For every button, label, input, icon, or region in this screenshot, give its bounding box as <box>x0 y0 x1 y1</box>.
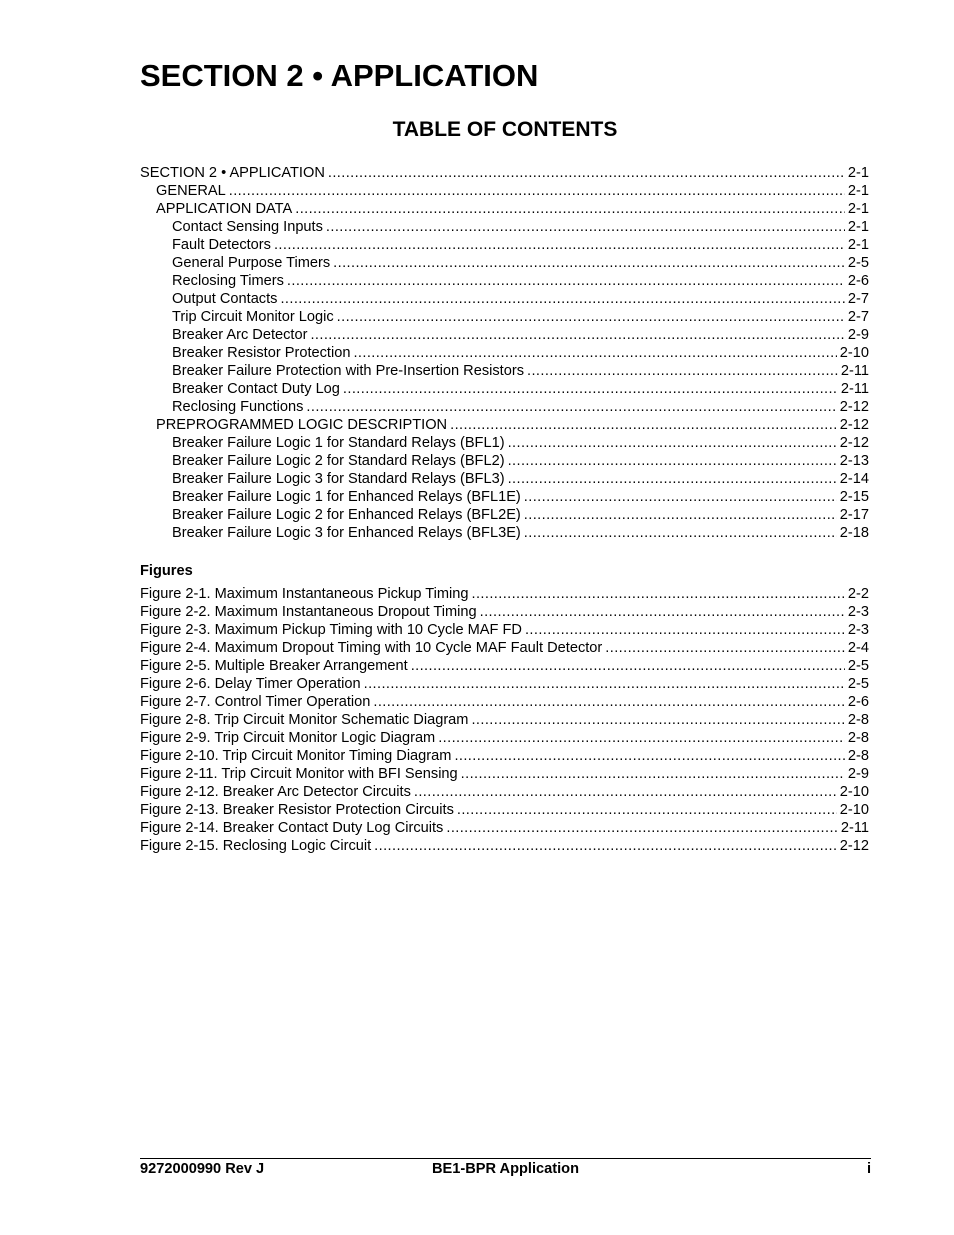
toc-entry-label: Breaker Failure Logic 3 for Standard Relays (BFL3) <box>172 471 505 487</box>
toc-entry-label: Breaker Contact Duty Log <box>172 381 340 397</box>
toc-entry-label: GENERAL <box>156 183 226 199</box>
figure-entry-label: Figure 2-8. Trip Circuit Monitor Schematic Diagram <box>140 712 469 728</box>
toc-entry[interactable] <box>140 164 869 182</box>
dot-leader <box>446 819 838 837</box>
figure-entry-label: Figure 2-11. Trip Circuit Monitor with BFI Sensing <box>140 766 458 782</box>
toc-entry-page-number: 2-1 <box>847 183 869 199</box>
toc-entry[interactable] <box>140 452 869 470</box>
figure-entry-page-number: 2-11 <box>840 820 869 836</box>
toc-entry-page-number: 2-10 <box>839 345 869 361</box>
dot-leader <box>527 362 838 380</box>
toc-entry-page-number: 2-14 <box>839 471 869 487</box>
table-of-contents <box>140 164 869 542</box>
dot-leader <box>461 765 845 783</box>
figure-entry[interactable] <box>140 819 869 837</box>
figure-entry-page-number: 2-8 <box>847 712 869 728</box>
toc-entry[interactable] <box>140 470 869 488</box>
figure-entry-label: Figure 2-13. Breaker Resistor Protection Circuits <box>140 802 454 818</box>
figure-entry[interactable] <box>140 675 869 693</box>
footer-document-number: 9272000990 Rev J <box>140 1161 265 1177</box>
toc-entry-page-number: 2-1 <box>847 237 869 253</box>
toc-entry-page-number: 2-15 <box>839 489 869 505</box>
figure-entry-label: Figure 2-3. Maximum Pickup Timing with 10 Cycle MAF FD <box>140 622 522 638</box>
figure-entry[interactable] <box>140 621 869 639</box>
dot-leader <box>438 729 845 747</box>
figure-entry-page-number: 2-10 <box>839 784 869 800</box>
dot-leader <box>508 470 837 488</box>
toc-entry-page-number: 2-12 <box>839 399 869 415</box>
dot-leader <box>450 416 837 434</box>
toc-entry-label: Trip Circuit Monitor Logic <box>172 309 334 325</box>
dot-leader <box>524 488 837 506</box>
toc-entry[interactable] <box>140 380 869 398</box>
dot-leader <box>343 380 838 398</box>
dot-leader <box>457 801 837 819</box>
figure-entry-label: Figure 2-5. Multiple Breaker Arrangement <box>140 658 408 674</box>
figure-entry[interactable] <box>140 783 869 801</box>
dot-leader <box>353 344 836 362</box>
toc-entry[interactable] <box>140 398 869 416</box>
toc-entry[interactable] <box>140 506 869 524</box>
figure-entry-page-number: 2-6 <box>847 694 869 710</box>
dot-leader <box>295 200 845 218</box>
dot-leader <box>333 254 845 272</box>
figure-entry-page-number: 2-9 <box>847 766 869 782</box>
toc-entry-page-number: 2-11 <box>840 363 869 379</box>
figure-entry-label: Figure 2-1. Maximum Instantaneous Pickup Timing <box>140 586 469 602</box>
toc-entry-page-number: 2-13 <box>839 453 869 469</box>
toc-entry-label: Reclosing Functions <box>172 399 304 415</box>
dot-leader <box>306 398 836 416</box>
toc-entry-label: Breaker Failure Logic 1 for Standard Relays (BFL1) <box>172 435 505 451</box>
dot-leader <box>605 639 845 657</box>
toc-entry[interactable] <box>140 434 869 452</box>
dot-leader <box>508 452 837 470</box>
toc-entry-page-number: 2-6 <box>847 273 869 289</box>
toc-entry-page-number: 2-17 <box>839 507 869 523</box>
toc-entry[interactable] <box>140 416 869 434</box>
figure-entry-page-number: 2-4 <box>847 640 869 656</box>
toc-title: TABLE OF CONTENTS <box>392 118 618 141</box>
toc-entry[interactable] <box>140 344 869 362</box>
dot-leader <box>472 585 845 603</box>
dot-leader <box>480 603 845 621</box>
figure-entry-page-number: 2-8 <box>847 730 869 746</box>
toc-entry-page-number: 2-7 <box>847 291 869 307</box>
dot-leader <box>280 290 844 308</box>
toc-entry-label: SECTION 2 • APPLICATION <box>140 165 325 181</box>
toc-entry-page-number: 2-12 <box>839 417 869 433</box>
dot-leader <box>328 164 845 182</box>
dot-leader <box>310 326 844 344</box>
dot-leader <box>525 621 845 639</box>
figure-entry[interactable] <box>140 711 869 729</box>
toc-entry[interactable] <box>140 326 869 344</box>
toc-entry[interactable] <box>140 218 869 236</box>
figure-entry[interactable] <box>140 639 869 657</box>
toc-entry[interactable] <box>140 272 869 290</box>
dot-leader <box>274 236 845 254</box>
figure-entry-label: Figure 2-10. Trip Circuit Monitor Timing Diagram <box>140 748 452 764</box>
dot-leader <box>374 837 837 855</box>
figure-entry-label: Figure 2-9. Trip Circuit Monitor Logic Diagram <box>140 730 436 746</box>
toc-entry-page-number: 2-9 <box>847 327 869 343</box>
figure-entry-label: Figure 2-15. Reclosing Logic Circuit <box>140 838 372 854</box>
dot-leader <box>524 506 837 524</box>
figure-entry-page-number: 2-3 <box>847 604 869 620</box>
toc-entry[interactable] <box>140 362 869 380</box>
toc-entry-page-number: 2-11 <box>840 381 869 397</box>
dot-leader <box>229 182 845 200</box>
toc-entry-page-number: 2-7 <box>847 309 869 325</box>
toc-entry-label: Reclosing Timers <box>172 273 284 289</box>
toc-entry-label: PREPROGRAMMED LOGIC DESCRIPTION <box>156 417 448 433</box>
figures-heading: Figures <box>140 563 193 579</box>
figure-entry-page-number: 2-12 <box>839 838 869 854</box>
figure-entry-label: Figure 2-6. Delay Timer Operation <box>140 676 361 692</box>
figure-entry-page-number: 2-8 <box>847 748 869 764</box>
toc-entry[interactable] <box>140 182 869 200</box>
figure-entry[interactable] <box>140 729 869 747</box>
dot-leader <box>454 747 844 765</box>
toc-entry[interactable] <box>140 308 869 326</box>
toc-entry-label: Output Contacts <box>172 291 278 307</box>
toc-entry-label: Fault Detectors <box>172 237 271 253</box>
toc-entry-label: Contact Sensing Inputs <box>172 219 323 235</box>
figure-entry-label: Figure 2-4. Maximum Dropout Timing with 10 Cycle MAF Fault Detector <box>140 640 603 656</box>
figure-entry[interactable] <box>140 657 869 675</box>
dot-leader <box>411 657 845 675</box>
toc-entry[interactable] <box>140 254 869 272</box>
page-footer <box>140 1158 871 1177</box>
dot-leader <box>287 272 845 290</box>
toc-entry-page-number: 2-1 <box>847 165 869 181</box>
figure-entry-label: Figure 2-7. Control Timer Operation <box>140 694 371 710</box>
toc-entry-label: Breaker Failure Logic 1 for Enhanced Relays (BFL1E) <box>172 489 521 505</box>
figure-entry-label: Figure 2-14. Breaker Contact Duty Log Circuits <box>140 820 444 836</box>
figure-entry[interactable] <box>140 603 869 621</box>
toc-entry-label: Breaker Resistor Protection <box>172 345 351 361</box>
figure-entry[interactable] <box>140 765 869 783</box>
toc-entry-label: Breaker Failure Logic 2 for Enhanced Relays (BFL2E) <box>172 507 521 523</box>
dot-leader <box>471 711 844 729</box>
dot-leader <box>414 783 837 801</box>
footer-page-number: i <box>866 1161 871 1177</box>
toc-entry-page-number: 2-12 <box>839 435 869 451</box>
dot-leader <box>326 218 845 236</box>
toc-entry-page-number: 2-1 <box>847 201 869 217</box>
toc-entry-label: Breaker Failure Protection with Pre-Insertion Resistors <box>172 363 525 379</box>
toc-entry-label: Breaker Failure Logic 3 for Enhanced Relays (BFL3E) <box>172 525 521 541</box>
figure-entry[interactable] <box>140 747 869 765</box>
footer-document-title: BE1-BPR Application <box>431 1161 580 1177</box>
toc-entry-page-number: 2-1 <box>847 219 869 235</box>
toc-entry[interactable] <box>140 290 869 308</box>
figure-entry-label: Figure 2-2. Maximum Instantaneous Dropout Timing <box>140 604 477 620</box>
toc-entry-page-number: 2-18 <box>839 525 869 541</box>
figure-entry[interactable] <box>140 693 869 711</box>
toc-entry-label: General Purpose Timers <box>172 255 331 271</box>
figure-entry-page-number: 2-2 <box>847 586 869 602</box>
toc-entry[interactable] <box>140 524 869 542</box>
figure-entry-page-number: 2-5 <box>847 676 869 692</box>
page-heading: SECTION 2 • APPLICATION <box>140 58 539 93</box>
dot-leader <box>364 675 845 693</box>
toc-entry-label: Breaker Arc Detector <box>172 327 308 343</box>
toc-entry-page-number: 2-5 <box>847 255 869 271</box>
dot-leader <box>508 434 837 452</box>
figure-entry[interactable] <box>140 837 869 855</box>
dot-leader <box>524 524 837 542</box>
toc-entry-label: Breaker Failure Logic 2 for Standard Relays (BFL2) <box>172 453 505 469</box>
toc-entry-label: APPLICATION DATA <box>156 201 293 217</box>
figure-entry-page-number: 2-3 <box>847 622 869 638</box>
toc-entry[interactable] <box>140 200 869 218</box>
toc-entry[interactable] <box>140 488 869 506</box>
figure-entry-label: Figure 2-12. Breaker Arc Detector Circuits <box>140 784 411 800</box>
dot-leader <box>337 308 845 326</box>
figure-entry-page-number: 2-10 <box>839 802 869 818</box>
figure-entry-page-number: 2-5 <box>847 658 869 674</box>
figures-list <box>140 585 869 855</box>
dot-leader <box>373 693 845 711</box>
figure-entry[interactable] <box>140 801 869 819</box>
toc-entry[interactable] <box>140 236 869 254</box>
figure-entry[interactable] <box>140 585 869 603</box>
